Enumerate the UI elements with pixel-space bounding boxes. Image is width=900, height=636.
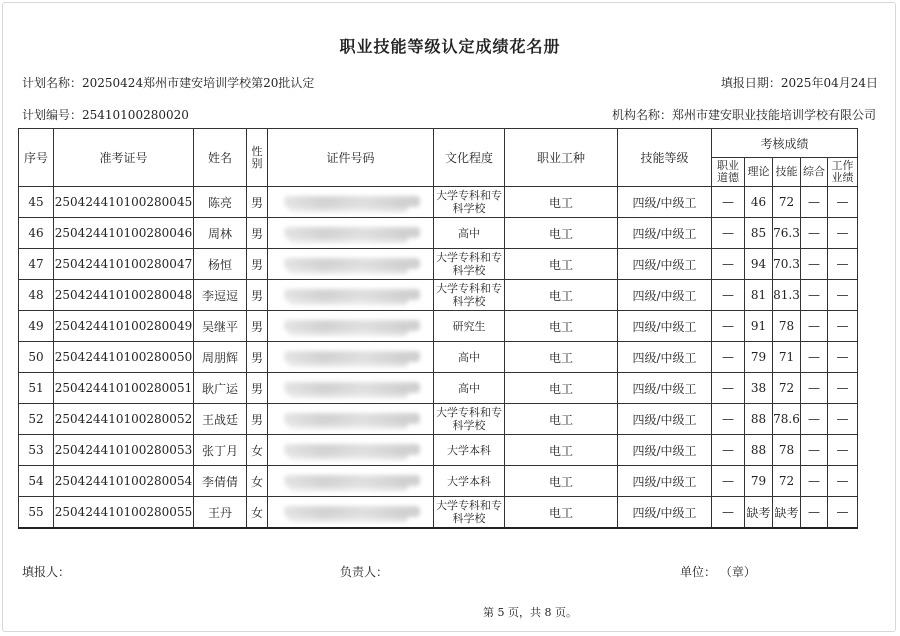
row-ethics: — bbox=[712, 342, 745, 373]
row-exam-no: 250424410100280046 bbox=[54, 218, 194, 249]
row-ethics: — bbox=[712, 466, 745, 497]
row-seq: 48 bbox=[19, 280, 54, 311]
row-skill: 72 bbox=[773, 373, 801, 404]
row-ethics: — bbox=[712, 435, 745, 466]
row-name: 杨恒 bbox=[194, 249, 247, 280]
redacted-id-blur bbox=[288, 480, 408, 491]
row-performance: — bbox=[828, 249, 858, 280]
page-number: 第 5 页，共 8 页。 bbox=[483, 606, 577, 619]
header-ethics: 职业道德 bbox=[712, 158, 745, 187]
header-gender: 性别 bbox=[247, 129, 268, 187]
row-seq: 50 bbox=[19, 342, 54, 373]
row-name: 李倩倩 bbox=[194, 466, 247, 497]
row-exam-no: 250424410100280049 bbox=[54, 311, 194, 342]
table-row bbox=[19, 435, 858, 466]
table-row bbox=[19, 249, 858, 280]
row-theory: 88 bbox=[745, 435, 773, 466]
row-level: 四级/中级工 bbox=[618, 187, 712, 218]
fill-date: 填报日期：2025年04月24日 bbox=[720, 76, 878, 90]
row-job: 电工 bbox=[505, 311, 618, 342]
row-exam-no: 250424410100280045 bbox=[54, 187, 194, 218]
table-row bbox=[19, 311, 858, 342]
row-skill: 72 bbox=[773, 187, 801, 218]
row-theory: 91 bbox=[745, 311, 773, 342]
row-theory: 46 bbox=[745, 187, 773, 218]
row-overall: — bbox=[801, 435, 828, 466]
row-exam-no: 250424410100280050 bbox=[54, 342, 194, 373]
row-education: 大学本科 bbox=[434, 435, 505, 466]
organization-name: 机构名称：郑州市建安职业技能培训学校有限公司 bbox=[611, 108, 876, 122]
row-id-blurred bbox=[268, 311, 434, 342]
filler-label: 填报人： bbox=[22, 565, 71, 579]
row-ethics: — bbox=[712, 497, 745, 529]
row-education: 大学专科和专科学校 bbox=[434, 249, 505, 280]
row-ethics: — bbox=[712, 373, 745, 404]
row-name: 陈亮 bbox=[194, 187, 247, 218]
row-seq: 54 bbox=[19, 466, 54, 497]
row-exam-no: 250424410100280053 bbox=[54, 435, 194, 466]
table-row bbox=[19, 466, 858, 497]
row-overall: — bbox=[801, 342, 828, 373]
redacted-id-blur bbox=[288, 356, 408, 367]
row-job: 电工 bbox=[505, 249, 618, 280]
row-level: 四级/中级工 bbox=[618, 249, 712, 280]
header-skill: 技能 bbox=[773, 158, 801, 187]
document-title: 职业技能等级认定成绩花名册 bbox=[339, 37, 561, 56]
row-name: 周林 bbox=[194, 218, 247, 249]
row-seq: 52 bbox=[19, 404, 54, 435]
row-overall: — bbox=[801, 466, 828, 497]
row-name: 王战廷 bbox=[194, 404, 247, 435]
row-exam-no: 250424410100280055 bbox=[54, 497, 194, 529]
redacted-id-blur bbox=[288, 294, 408, 305]
row-ethics: — bbox=[712, 218, 745, 249]
table-row bbox=[19, 280, 858, 311]
row-theory: 79 bbox=[745, 342, 773, 373]
row-name: 耿广运 bbox=[194, 373, 247, 404]
row-gender: 男 bbox=[247, 249, 268, 280]
row-performance: — bbox=[828, 218, 858, 249]
row-id-blurred bbox=[268, 187, 434, 218]
row-education: 高中 bbox=[434, 373, 505, 404]
row-education: 高中 bbox=[434, 218, 505, 249]
row-gender: 女 bbox=[247, 435, 268, 466]
row-exam-no: 250424410100280052 bbox=[54, 404, 194, 435]
redacted-id-blur bbox=[288, 232, 408, 243]
row-id-blurred bbox=[268, 435, 434, 466]
score-table bbox=[18, 128, 858, 529]
row-performance: — bbox=[828, 497, 858, 529]
row-name: 王丹 bbox=[194, 497, 247, 529]
row-gender: 男 bbox=[247, 218, 268, 249]
header-scores: 考核成绩 bbox=[712, 129, 858, 158]
row-skill: 72 bbox=[773, 466, 801, 497]
row-gender: 男 bbox=[247, 404, 268, 435]
row-performance: — bbox=[828, 435, 858, 466]
row-gender: 男 bbox=[247, 280, 268, 311]
table-row bbox=[19, 218, 858, 249]
table-row bbox=[19, 187, 858, 218]
row-id-blurred bbox=[268, 373, 434, 404]
header-level: 技能等级 bbox=[618, 129, 712, 187]
row-ethics: — bbox=[712, 187, 745, 218]
row-education: 研究生 bbox=[434, 311, 505, 342]
row-id-blurred bbox=[268, 218, 434, 249]
row-performance: — bbox=[828, 311, 858, 342]
row-name: 张丁月 bbox=[194, 435, 247, 466]
row-skill: 71 bbox=[773, 342, 801, 373]
row-overall: — bbox=[801, 187, 828, 218]
row-seq: 45 bbox=[19, 187, 54, 218]
row-gender: 女 bbox=[247, 497, 268, 529]
row-level: 四级/中级工 bbox=[618, 311, 712, 342]
row-education: 大学专科和专科学校 bbox=[434, 497, 505, 529]
row-job: 电工 bbox=[505, 373, 618, 404]
row-exam-no: 250424410100280047 bbox=[54, 249, 194, 280]
row-education: 大学专科和专科学校 bbox=[434, 280, 505, 311]
row-gender: 男 bbox=[247, 342, 268, 373]
row-skill: 缺考 bbox=[773, 497, 801, 529]
row-exam-no: 250424410100280054 bbox=[54, 466, 194, 497]
row-seq: 46 bbox=[19, 218, 54, 249]
row-theory: 缺考 bbox=[745, 497, 773, 529]
row-skill: 70.3 bbox=[773, 249, 801, 280]
header-seq: 序号 bbox=[19, 129, 54, 187]
row-job: 电工 bbox=[505, 280, 618, 311]
row-ethics: — bbox=[712, 404, 745, 435]
row-theory: 79 bbox=[745, 466, 773, 497]
redacted-id-blur bbox=[288, 325, 408, 336]
row-level: 四级/中级工 bbox=[618, 373, 712, 404]
table-row bbox=[19, 404, 858, 435]
row-seq: 55 bbox=[19, 497, 54, 529]
row-education: 高中 bbox=[434, 342, 505, 373]
row-level: 四级/中级工 bbox=[618, 280, 712, 311]
header-id-no: 证件号码 bbox=[268, 129, 434, 187]
header-education: 文化程度 bbox=[434, 129, 505, 187]
row-name: 李逗逗 bbox=[194, 280, 247, 311]
row-id-blurred bbox=[268, 249, 434, 280]
plan-name: 计划名称：20250424郑州市建安培训学校第20批认定 bbox=[22, 76, 315, 90]
row-overall: — bbox=[801, 218, 828, 249]
row-id-blurred bbox=[268, 280, 434, 311]
row-name: 周朋辉 bbox=[194, 342, 247, 373]
row-job: 电工 bbox=[505, 218, 618, 249]
row-job: 电工 bbox=[505, 435, 618, 466]
row-performance: — bbox=[828, 280, 858, 311]
redacted-id-blur bbox=[288, 449, 408, 460]
row-performance: — bbox=[828, 466, 858, 497]
row-id-blurred bbox=[268, 497, 434, 529]
row-level: 四级/中级工 bbox=[618, 218, 712, 249]
row-skill: 78.6 bbox=[773, 404, 801, 435]
row-seq: 49 bbox=[19, 311, 54, 342]
row-job: 电工 bbox=[505, 404, 618, 435]
row-name: 吴继平 bbox=[194, 311, 247, 342]
row-skill: 76.3 bbox=[773, 218, 801, 249]
row-seq: 51 bbox=[19, 373, 54, 404]
redacted-id-blur bbox=[288, 201, 408, 212]
row-id-blurred bbox=[268, 466, 434, 497]
row-exam-no: 250424410100280051 bbox=[54, 373, 194, 404]
row-education: 大学本科 bbox=[434, 466, 505, 497]
row-skill: 78 bbox=[773, 311, 801, 342]
header-theory: 理论 bbox=[745, 158, 773, 187]
row-gender: 男 bbox=[247, 187, 268, 218]
row-skill: 81.3 bbox=[773, 280, 801, 311]
row-job: 电工 bbox=[505, 187, 618, 218]
redacted-id-blur bbox=[288, 387, 408, 398]
row-job: 电工 bbox=[505, 466, 618, 497]
unit-label: 单位： （章） bbox=[680, 565, 756, 579]
row-overall: — bbox=[801, 249, 828, 280]
row-seq: 53 bbox=[19, 435, 54, 466]
row-ethics: — bbox=[712, 280, 745, 311]
redacted-id-blur bbox=[288, 263, 408, 274]
manager-label: 负责人： bbox=[340, 565, 389, 579]
table-row bbox=[19, 373, 858, 404]
header-exam-no: 准考证号 bbox=[54, 129, 194, 187]
row-theory: 88 bbox=[745, 404, 773, 435]
redacted-id-blur bbox=[288, 511, 408, 522]
header-performance: 工作业绩 bbox=[828, 158, 858, 187]
row-overall: — bbox=[801, 373, 828, 404]
row-performance: — bbox=[828, 373, 858, 404]
row-ethics: — bbox=[712, 311, 745, 342]
row-id-blurred bbox=[268, 342, 434, 373]
row-ethics: — bbox=[712, 249, 745, 280]
row-education: 大学专科和专科学校 bbox=[434, 404, 505, 435]
row-id-blurred bbox=[268, 404, 434, 435]
row-seq: 47 bbox=[19, 249, 54, 280]
row-level: 四级/中级工 bbox=[618, 435, 712, 466]
row-theory: 94 bbox=[745, 249, 773, 280]
row-overall: — bbox=[801, 311, 828, 342]
row-performance: — bbox=[828, 342, 858, 373]
row-level: 四级/中级工 bbox=[618, 404, 712, 435]
row-overall: — bbox=[801, 404, 828, 435]
redacted-id-blur bbox=[288, 418, 408, 429]
row-gender: 女 bbox=[247, 466, 268, 497]
row-gender: 男 bbox=[247, 311, 268, 342]
row-performance: — bbox=[828, 187, 858, 218]
row-level: 四级/中级工 bbox=[618, 342, 712, 373]
row-education: 大学专科和专科学校 bbox=[434, 187, 505, 218]
row-job: 电工 bbox=[505, 342, 618, 373]
row-theory: 85 bbox=[745, 218, 773, 249]
row-overall: — bbox=[801, 497, 828, 529]
row-theory: 38 bbox=[745, 373, 773, 404]
table-row bbox=[19, 342, 858, 373]
row-level: 四级/中级工 bbox=[618, 497, 712, 529]
row-exam-no: 250424410100280048 bbox=[54, 280, 194, 311]
row-overall: — bbox=[801, 280, 828, 311]
table-row bbox=[19, 497, 858, 529]
row-job: 电工 bbox=[505, 497, 618, 529]
plan-number: 计划编号：25410100280020 bbox=[22, 108, 189, 122]
row-performance: — bbox=[828, 404, 858, 435]
header-job: 职业工种 bbox=[505, 129, 618, 187]
header-name: 姓名 bbox=[194, 129, 247, 187]
row-theory: 81 bbox=[745, 280, 773, 311]
row-gender: 男 bbox=[247, 373, 268, 404]
row-skill: 78 bbox=[773, 435, 801, 466]
row-level: 四级/中级工 bbox=[618, 466, 712, 497]
header-overall: 综合 bbox=[801, 158, 828, 187]
